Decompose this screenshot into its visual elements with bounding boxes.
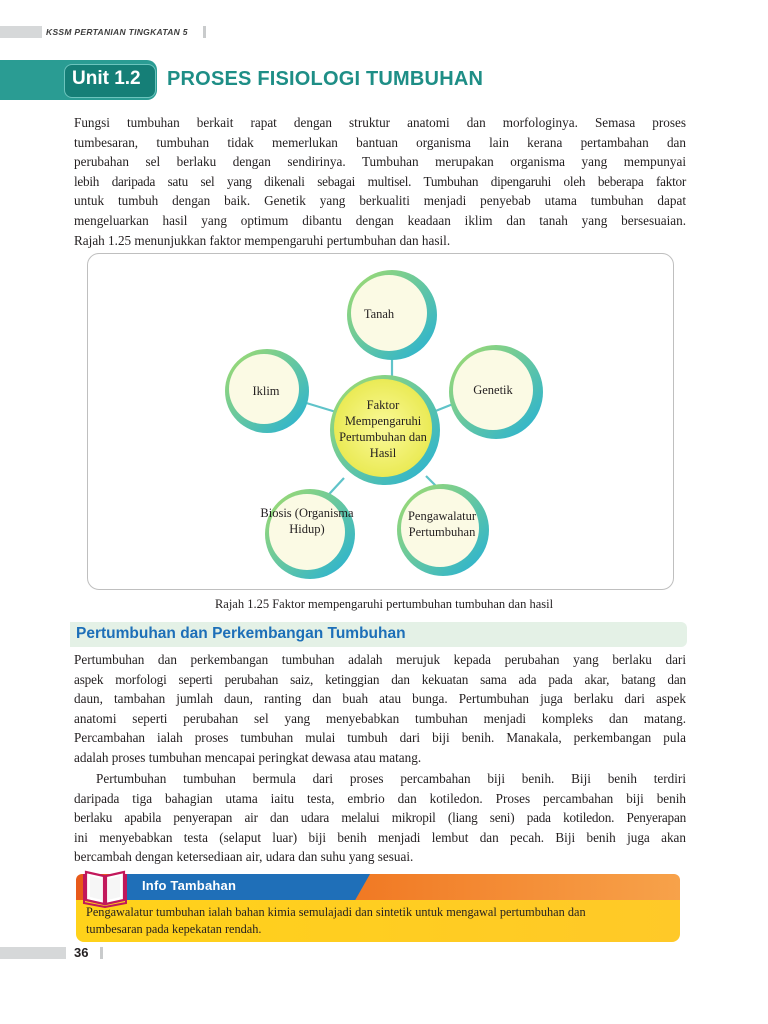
info-box bbox=[76, 866, 680, 942]
para2-line: daripada tiga bahagian utama iaitu testa, embrio dan kotiledon. Proses percambahan biji benih bbox=[74, 790, 686, 806]
para1-line: adalah proses tumbuhan mencapai peringkat dewasa atau matang. bbox=[74, 749, 422, 765]
node-biosis: Biosis (Organisma Hidup) bbox=[260, 506, 354, 536]
intro-line: lebih daripada satu sel yang dikenali sebagai multisel. Tumbuhan dipengaruhi oleh beberapa faktor bbox=[74, 173, 686, 189]
section-paragraph-2 bbox=[74, 769, 686, 867]
intro-line: mengeluarkan hasil yang optimum dibantu dengan keadaan iklim dan tanah yang bersesuaian. bbox=[74, 212, 686, 228]
para1-line: anatomi seperti perubahan sel yang menyebabkan tumbuhan menjadi kompleks dan matang. bbox=[74, 710, 686, 726]
node-center: Faktor Mempengaruhi Pertumbuhan dan Hasil bbox=[339, 398, 427, 460]
section-heading bbox=[70, 622, 687, 647]
para1-line: aspek morfologi seperti perubahan saiz, ketinggian dan kekuatan sama ada pada akar, batang dan bbox=[74, 671, 686, 687]
header-bar bbox=[0, 26, 42, 38]
intro-line: Rajah 1.25 menunjukkan faktor mempengaruhi pertumbuhan dan hasil. bbox=[74, 232, 451, 248]
intro-line: Fungsi tumbuhan berkait rapat dengan struktur anatomi dan morfologinya. Semasa proses bbox=[74, 115, 686, 130]
para1-line: Pertumbuhan dan perkembangan tumbuhan adalah merujuk kepada perubahan yang berlaku dari bbox=[74, 652, 686, 667]
section-paragraph-1 bbox=[74, 650, 686, 768]
node-genetik: Genetik bbox=[473, 383, 513, 397]
running-title: KSSM PERTANIAN TINGKATAN 5 bbox=[46, 27, 188, 37]
intro-paragraph bbox=[74, 113, 686, 250]
info-line: tumbesaran pada kepekatan rendah. bbox=[86, 921, 262, 936]
para2-line: bercambah dengan ketersediaan air, udara dan suhu yang sesuai. bbox=[74, 849, 414, 865]
footer-tick bbox=[100, 947, 103, 959]
unit-banner bbox=[0, 60, 768, 102]
info-text bbox=[86, 904, 676, 937]
info-body bbox=[76, 900, 680, 942]
figure-caption: Rajah 1.25 Faktor mempengaruhi pertumbuhan tumbuhan dan hasil bbox=[214, 597, 554, 611]
unit-title: PROSES FISIOLOGI TUMBUHAN bbox=[167, 68, 484, 90]
info-line: Pengawalatur tumbuhan ialah bahan kimia semulajadi dan sintetik untuk mengawal pertumbuhan dan bbox=[86, 905, 586, 919]
footer-bar bbox=[0, 947, 66, 959]
intro-line: untuk tumbuh dengan baik. Genetik yang berkualiti menjadi penyebab utama tumbuhan dapat bbox=[74, 193, 686, 209]
factor-diagram bbox=[87, 253, 674, 590]
para1-line: Percambahan ialah proses tumbuhan mulai tumbuh dari biji benih. Manakala, perkembangan pula bbox=[74, 730, 686, 746]
node-tanah: Tanah bbox=[363, 307, 395, 321]
page-number: 36 bbox=[74, 945, 89, 960]
intro-line: perubahan sel berlaku dengan sendirinya. Tumbuhan merupakan organisma yang mempunyai bbox=[74, 154, 686, 170]
para1-line: daun, tambahan jumlah daun, ranting dan buah atau bunga. Pertumbuhan juga berlaku dari aspek bbox=[74, 691, 686, 707]
info-title: Info Tambahan bbox=[142, 878, 237, 893]
node-iklim: Iklim bbox=[252, 384, 280, 398]
intro-line: tumbesaran, tumbuhan tidak memerlukan bantuan organisma lain kerana pertambahan dan bbox=[74, 134, 686, 150]
para2-line: Pertumbuhan tumbuhan bermula dari proses percambahan biji benih. Biji benih terdiri bbox=[96, 771, 686, 786]
section-heading-text: Pertumbuhan dan Perkembangan Tumbuhan bbox=[76, 625, 406, 642]
page-footer bbox=[0, 944, 120, 962]
unit-label: Unit 1.2 bbox=[72, 68, 141, 89]
para2-line: berlaku apabila penyerapan air dan udara melalui mikropil (liang seni) pada kotiledon. Penyerapan bbox=[74, 810, 686, 826]
running-header bbox=[0, 25, 210, 39]
para2-line: ini menyebabkan testa (selaput luar) biji benih menjadi lembut dan pecah. Biji benih juga akan bbox=[74, 829, 686, 845]
header-tick bbox=[203, 26, 206, 38]
book-icon bbox=[82, 866, 128, 908]
node-pengawalatur: Pengawalatur Pertumbuhan bbox=[407, 509, 477, 539]
